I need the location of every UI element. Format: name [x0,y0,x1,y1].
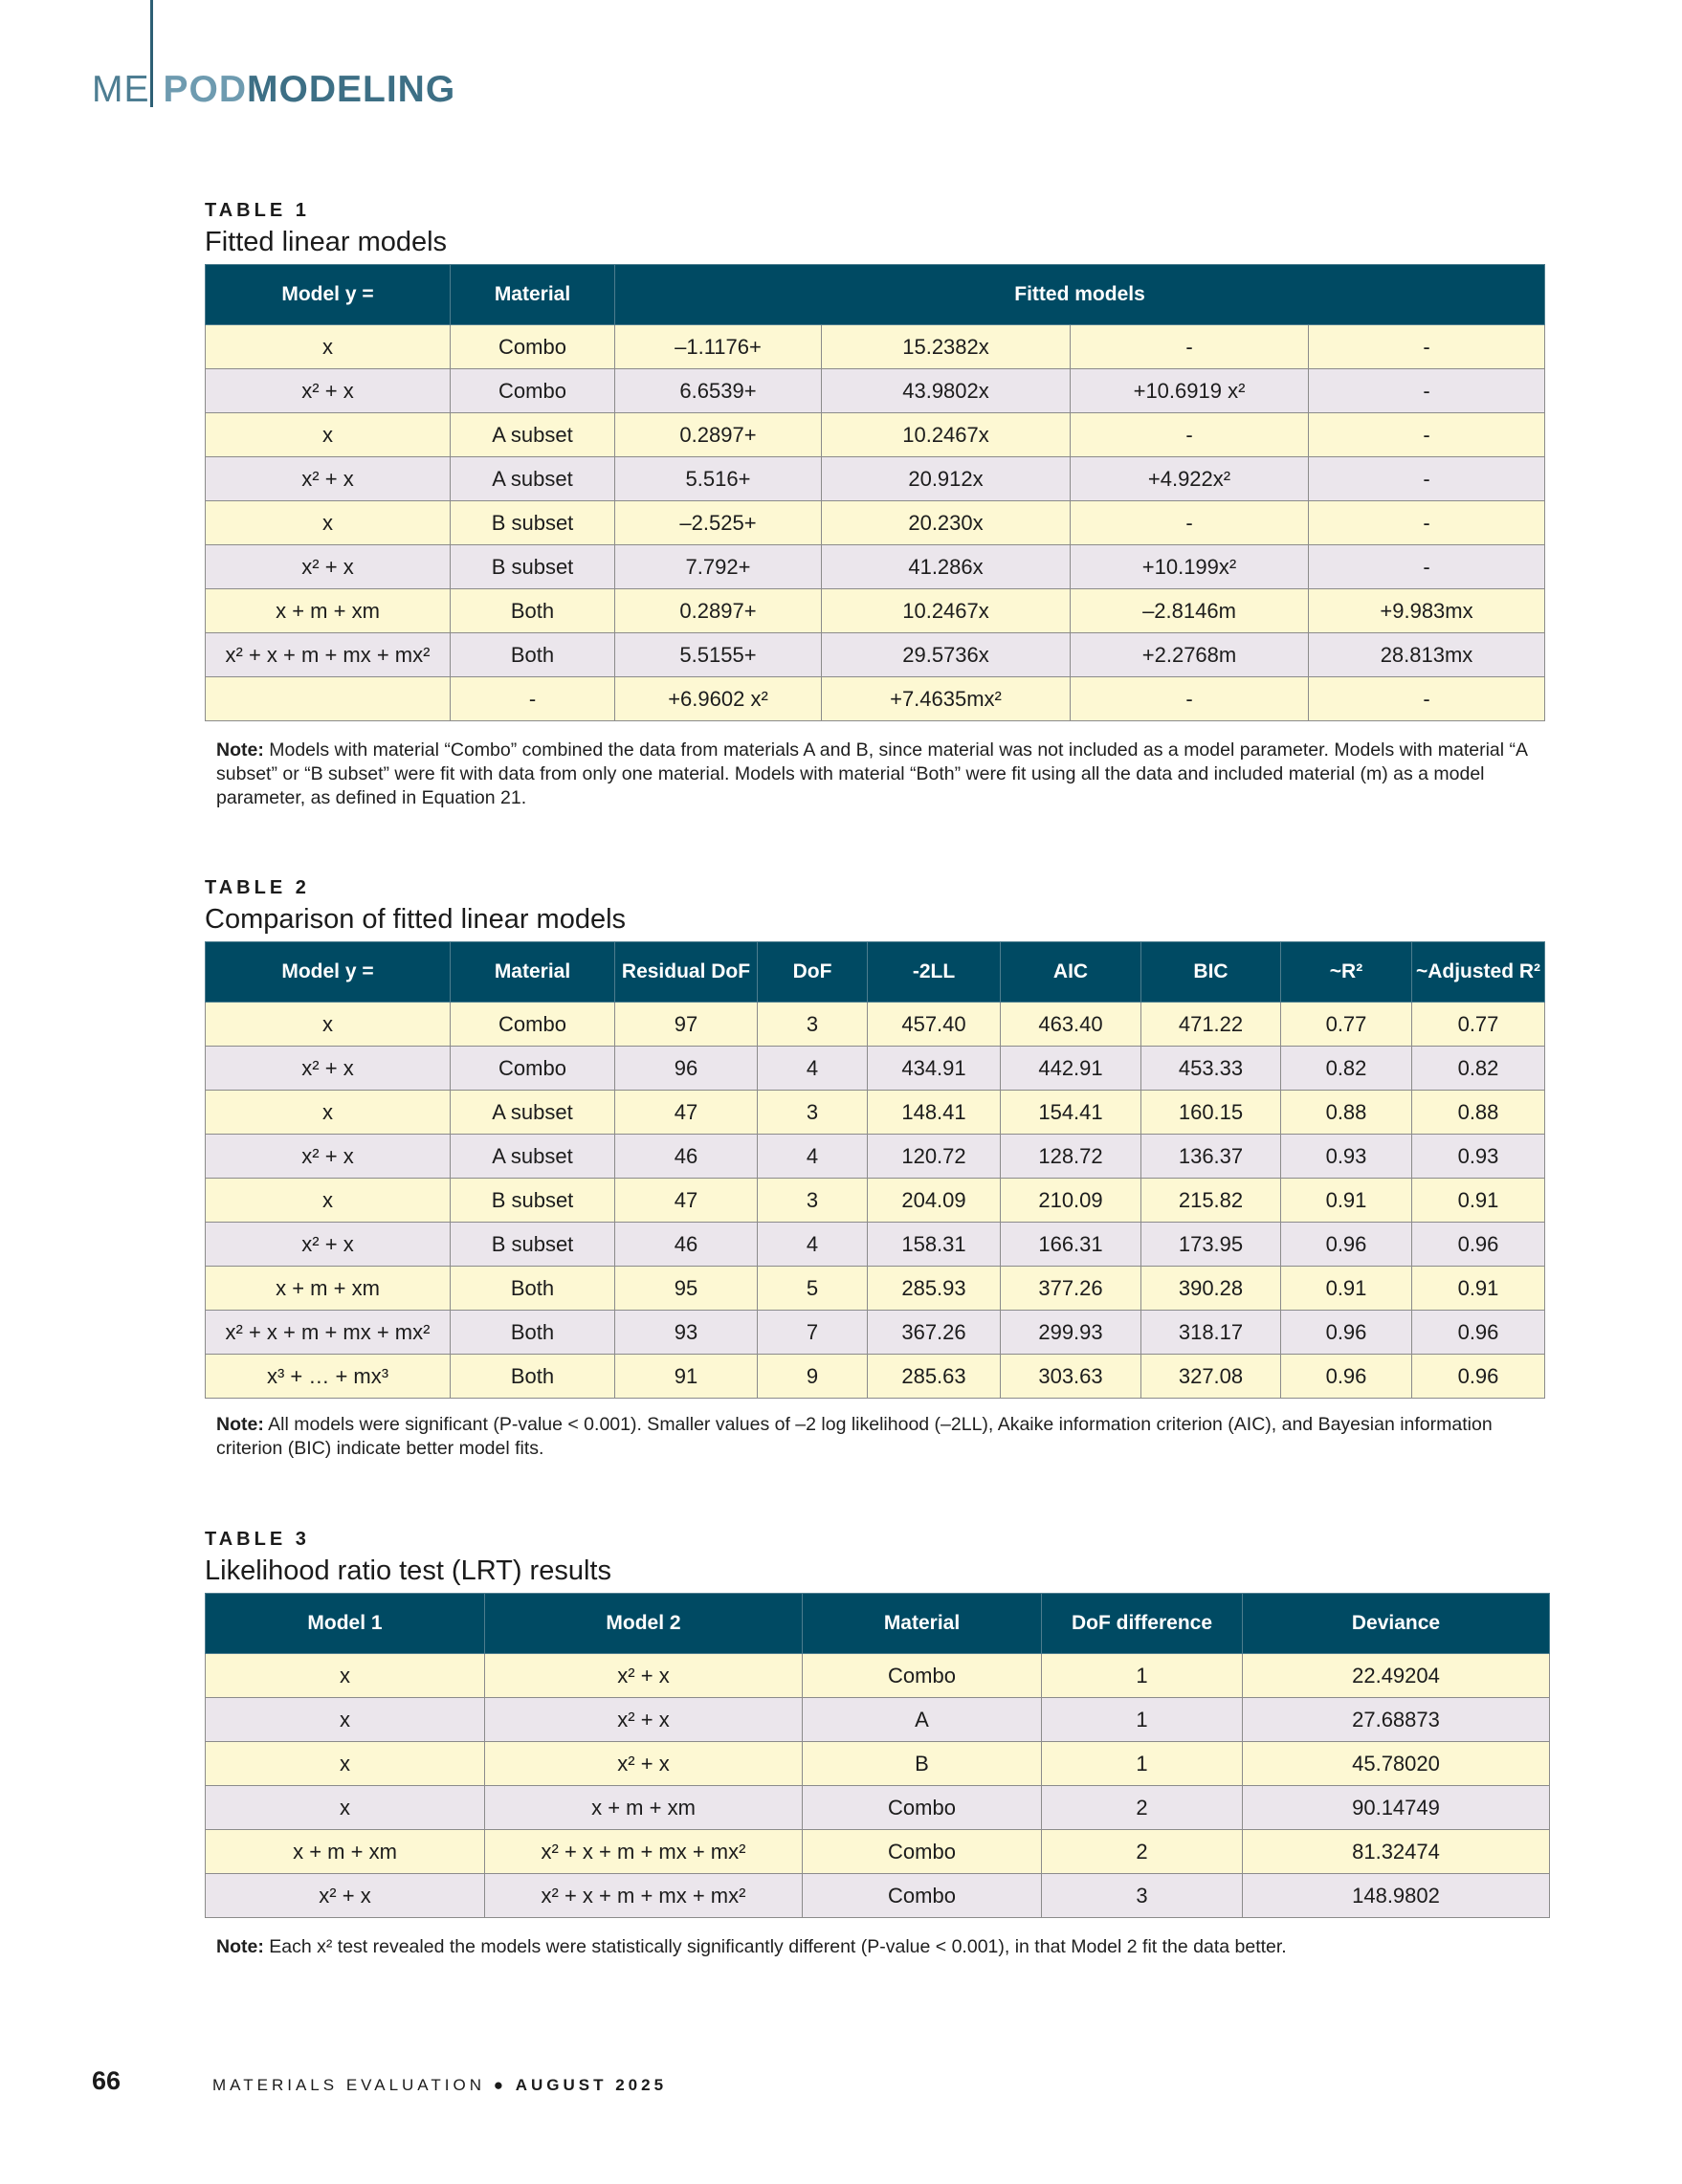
table-cell: 4 [758,1047,868,1091]
table-cell: 7 [758,1311,868,1355]
table-cell: x [206,501,451,545]
col-header-fitted-models: Fitted models [615,265,1545,325]
table-cell: 20.912x [822,457,1071,501]
table-cell: 47 [615,1091,758,1135]
table-cell: x + m + xm [206,1830,485,1874]
table-cell: x² + x [206,1135,451,1179]
table-cell: 471.22 [1141,1003,1281,1047]
table-cell: 210.09 [1001,1179,1141,1223]
table2-title: Comparison of fitted linear models [205,904,627,935]
table-cell: x [206,325,451,369]
table-cell: 3 [758,1091,868,1135]
table-cell: 148.41 [868,1091,1001,1135]
table-cell: x² + x [206,369,451,413]
table-cell: 0.91 [1412,1267,1545,1311]
table-cell: –2.8146m [1071,589,1309,633]
table-cell: 93 [615,1311,758,1355]
table-cell: - [1071,501,1309,545]
table-cell: 0.96 [1281,1223,1412,1267]
table-cell: Combo [803,1786,1042,1830]
table-cell: 41.286x [822,545,1071,589]
table-cell: x² + x + m + mx + mx² [206,633,451,677]
table-cell: 0.96 [1412,1355,1545,1399]
table-cell: 0.82 [1281,1047,1412,1091]
table-cell: 96 [615,1047,758,1091]
table-cell: A subset [451,457,615,501]
table1-note: Note: Models with material “Combo” combined the data from materials A and B, since material was not included as a model parameter. Models with material “A subset” or “B subset” were fit with data from only one material. Models with material “Both” were fit using all the data and included material (m) as a model parameter, as defined in Equation 21. [216,739,1527,808]
table-row [206,501,1545,545]
table-row [206,677,1545,721]
table-cell: 3 [758,1003,868,1047]
col-header: DoF difference [1042,1594,1243,1654]
table-cell: +4.922x² [1071,457,1309,501]
table-cell: 154.41 [1001,1091,1141,1135]
table-cell: 442.91 [1001,1047,1141,1091]
col-header: Model y = [206,942,451,1003]
table-cell: 46 [615,1223,758,1267]
col-header: Material [451,942,615,1003]
table-row [206,1654,1550,1698]
table-cell: A subset [451,413,615,457]
table-row [206,457,1545,501]
table-cell: 285.93 [868,1267,1001,1311]
table-cell: 318.17 [1141,1311,1281,1355]
table-cell: B [803,1742,1042,1786]
table-cell: A [803,1698,1042,1742]
magazine-abbrev: ME [92,69,150,110]
table-cell: 20.230x [822,501,1071,545]
table-cell: - [1309,501,1545,545]
fitted-models-table [205,264,1545,721]
table2-label: TABLE 2 [205,877,310,898]
table-cell: 3 [758,1179,868,1223]
lrt-results-table [205,1593,1550,1918]
col-header-model: Model y = [206,265,451,325]
table-cell: Combo [803,1874,1042,1918]
table-cell: Combo [803,1830,1042,1874]
table-cell: Both [451,633,615,677]
table-cell: 390.28 [1141,1267,1281,1311]
col-header: ~Adjusted R² [1412,942,1545,1003]
table-cell: x² + x [206,545,451,589]
table-row [206,1830,1550,1874]
col-header-material: Material [451,265,615,325]
table-cell: x² + x [485,1742,803,1786]
model-comparison-table [205,941,1545,1399]
page-number: 66 [92,2066,122,2095]
table-row [206,1003,1545,1047]
table-row [206,1355,1545,1399]
table-cell: - [1309,677,1545,721]
table-cell: 453.33 [1141,1047,1281,1091]
section-name: PODMODELING [163,69,456,110]
table-cell: 0.91 [1281,1179,1412,1223]
table-cell: x [206,413,451,457]
table-cell: 327.08 [1141,1355,1281,1399]
table-cell: 0.96 [1412,1223,1545,1267]
col-header: DoF [758,942,868,1003]
table-cell: 0.96 [1412,1311,1545,1355]
col-header: Residual DoF [615,942,758,1003]
table-cell: 97 [615,1003,758,1047]
table-cell: Both [451,589,615,633]
table-cell: - [1071,325,1309,369]
table-cell: x + m + xm [485,1786,803,1830]
table2-note: Note: All models were significant (P-value < 0.001). Smaller values of –2 log likelihood (–2LL), Akaike information criterion (AIC), and Bayesian information criterion (BIC) indicate better model fits. [216,1414,1493,1459]
table-cell: x² + x [206,1223,451,1267]
table-cell: 22.49204 [1243,1654,1550,1698]
table-cell: 27.68873 [1243,1698,1550,1742]
table-cell: x [206,1654,485,1698]
table-cell: 0.96 [1281,1311,1412,1355]
table-cell: x + m + xm [206,589,451,633]
table-cell: Combo [451,1047,615,1091]
table-row [206,545,1545,589]
table3-title: Likelihood ratio test (LRT) results [205,1555,611,1586]
table-cell: –2.525+ [615,501,822,545]
table-row [206,1091,1545,1135]
table-cell: –1.1176+ [615,325,822,369]
table-cell: 160.15 [1141,1091,1281,1135]
journal-footer: MATERIALS EVALUATION ● AUGUST 2025 [212,2076,668,2094]
section-header [92,69,455,111]
table-cell: - [1309,325,1545,369]
table-cell: - [451,677,615,721]
table-cell: 204.09 [868,1179,1001,1223]
table-cell: x [206,1742,485,1786]
table-cell: 1 [1042,1698,1243,1742]
table-cell: 148.9802 [1243,1874,1550,1918]
table-cell: 136.37 [1141,1135,1281,1179]
table-cell: 91 [615,1355,758,1399]
table-row [206,1698,1550,1742]
table-cell: Combo [451,1003,615,1047]
table-cell: 4 [758,1223,868,1267]
table-cell: - [1309,545,1545,589]
table-cell: - [1071,677,1309,721]
table-cell: 7.792+ [615,545,822,589]
table-cell: x [206,1786,485,1830]
table-cell: B subset [451,545,615,589]
table-row [206,633,1545,677]
table-cell: Combo [451,325,615,369]
table-cell: 81.32474 [1243,1830,1550,1874]
table-cell: 0.2897+ [615,589,822,633]
table-cell: 0.2897+ [615,413,822,457]
table-cell: x [206,1698,485,1742]
table-row [206,1786,1550,1830]
table-cell: 0.77 [1281,1003,1412,1047]
table-cell: 299.93 [1001,1311,1141,1355]
table-row [206,1179,1545,1223]
table-cell: Both [451,1267,615,1311]
table-cell: 0.82 [1412,1047,1545,1091]
table-row [206,1742,1550,1786]
table-cell: 5.516+ [615,457,822,501]
table-cell: x [206,1179,451,1223]
table-row [206,1135,1545,1179]
table-cell: x² + x + m + mx + mx² [485,1830,803,1874]
table-cell: Combo [451,369,615,413]
table-cell: 158.31 [868,1223,1001,1267]
table-cell: x² + x [206,457,451,501]
table-cell: 45.78020 [1243,1742,1550,1786]
table-cell: 4 [758,1135,868,1179]
table-cell: x [206,1003,451,1047]
table-cell: 0.96 [1281,1355,1412,1399]
table-cell: 303.63 [1001,1355,1141,1399]
table-cell: 6.6539+ [615,369,822,413]
table-cell: 3 [1042,1874,1243,1918]
table-cell: 128.72 [1001,1135,1141,1179]
table-cell: B subset [451,1223,615,1267]
table-cell: 15.2382x [822,325,1071,369]
table-cell: 173.95 [1141,1223,1281,1267]
table-cell: +9.983mx [1309,589,1545,633]
table-cell: 0.88 [1412,1091,1545,1135]
table-cell: Both [451,1311,615,1355]
table-cell: Both [451,1355,615,1399]
table-cell: 457.40 [868,1003,1001,1047]
table-cell: x³ + … + mx³ [206,1355,451,1399]
table-cell: B subset [451,501,615,545]
table-cell: 47 [615,1179,758,1223]
table-cell: 5 [758,1267,868,1311]
table-cell: 463.40 [1001,1003,1141,1047]
table-cell: 2 [1042,1786,1243,1830]
table-row [206,589,1545,633]
table3-note: Note: Each x² test revealed the models were statistically significantly different (P-value < 0.001), in that Model 2 fit the data better. [216,1936,1287,1957]
table3-label: TABLE 3 [205,1529,310,1550]
table-cell: 43.9802x [822,369,1071,413]
table-cell [206,677,451,721]
table-cell: 1 [1042,1654,1243,1698]
col-header: -2LL [868,942,1001,1003]
table-cell: B subset [451,1179,615,1223]
table-cell: x [206,1091,451,1135]
table-cell: 95 [615,1267,758,1311]
col-header: AIC [1001,942,1141,1003]
table-cell: 1 [1042,1742,1243,1786]
table-row [206,325,1545,369]
table-cell: +10.6919 x² [1071,369,1309,413]
table-row [206,1874,1550,1918]
table-cell: +7.4635mx² [822,677,1071,721]
table-cell: x² + x + m + mx + mx² [485,1874,803,1918]
table-cell: x² + x + m + mx + mx² [206,1311,451,1355]
table-cell: A subset [451,1091,615,1135]
table-cell: +2.2768m [1071,633,1309,677]
col-header: Deviance [1243,1594,1550,1654]
table-row [206,1311,1545,1355]
table1-title: Fitted linear models [205,227,448,257]
table-cell: 166.31 [1001,1223,1141,1267]
table-cell: x² + x [485,1698,803,1742]
table-row [206,1223,1545,1267]
table-cell: 0.91 [1281,1267,1412,1311]
table-cell: 0.88 [1281,1091,1412,1135]
table-cell: A subset [451,1135,615,1179]
table-cell: - [1309,457,1545,501]
table-row [206,413,1545,457]
table-cell: 5.5155+ [615,633,822,677]
table-cell: - [1309,369,1545,413]
table-cell: Combo [803,1654,1042,1698]
table-cell: x + m + xm [206,1267,451,1311]
table-cell: 0.91 [1412,1179,1545,1223]
table-cell: 0.93 [1281,1135,1412,1179]
table-cell: x² + x [485,1654,803,1698]
table-cell: 9 [758,1355,868,1399]
table-cell: - [1309,413,1545,457]
table-cell: 29.5736x [822,633,1071,677]
col-header: Model 2 [485,1594,803,1654]
table-cell: 377.26 [1001,1267,1141,1311]
table-cell: 367.26 [868,1311,1001,1355]
table-cell: 46 [615,1135,758,1179]
table-row [206,1047,1545,1091]
table-cell: - [1071,413,1309,457]
table-cell: 0.77 [1412,1003,1545,1047]
table1-label: TABLE 1 [205,200,310,221]
table-cell: 10.2467x [822,413,1071,457]
table-cell: 434.91 [868,1047,1001,1091]
table-cell: x² + x [206,1047,451,1091]
table-cell: +10.199x² [1071,545,1309,589]
col-header: ~R² [1281,942,1412,1003]
table-cell: 215.82 [1141,1179,1281,1223]
table-cell: +6.9602 x² [615,677,822,721]
table-cell: 0.93 [1412,1135,1545,1179]
table-cell: 28.813mx [1309,633,1545,677]
table-row [206,1267,1545,1311]
table-cell: 285.63 [868,1355,1001,1399]
col-header: Material [803,1594,1042,1654]
table-cell: 2 [1042,1830,1243,1874]
table-cell: x² + x [206,1874,485,1918]
col-header: BIC [1141,942,1281,1003]
table-cell: 10.2467x [822,589,1071,633]
col-header: Model 1 [206,1594,485,1654]
table-row [206,369,1545,413]
table-cell: 90.14749 [1243,1786,1550,1830]
table-cell: 120.72 [868,1135,1001,1179]
